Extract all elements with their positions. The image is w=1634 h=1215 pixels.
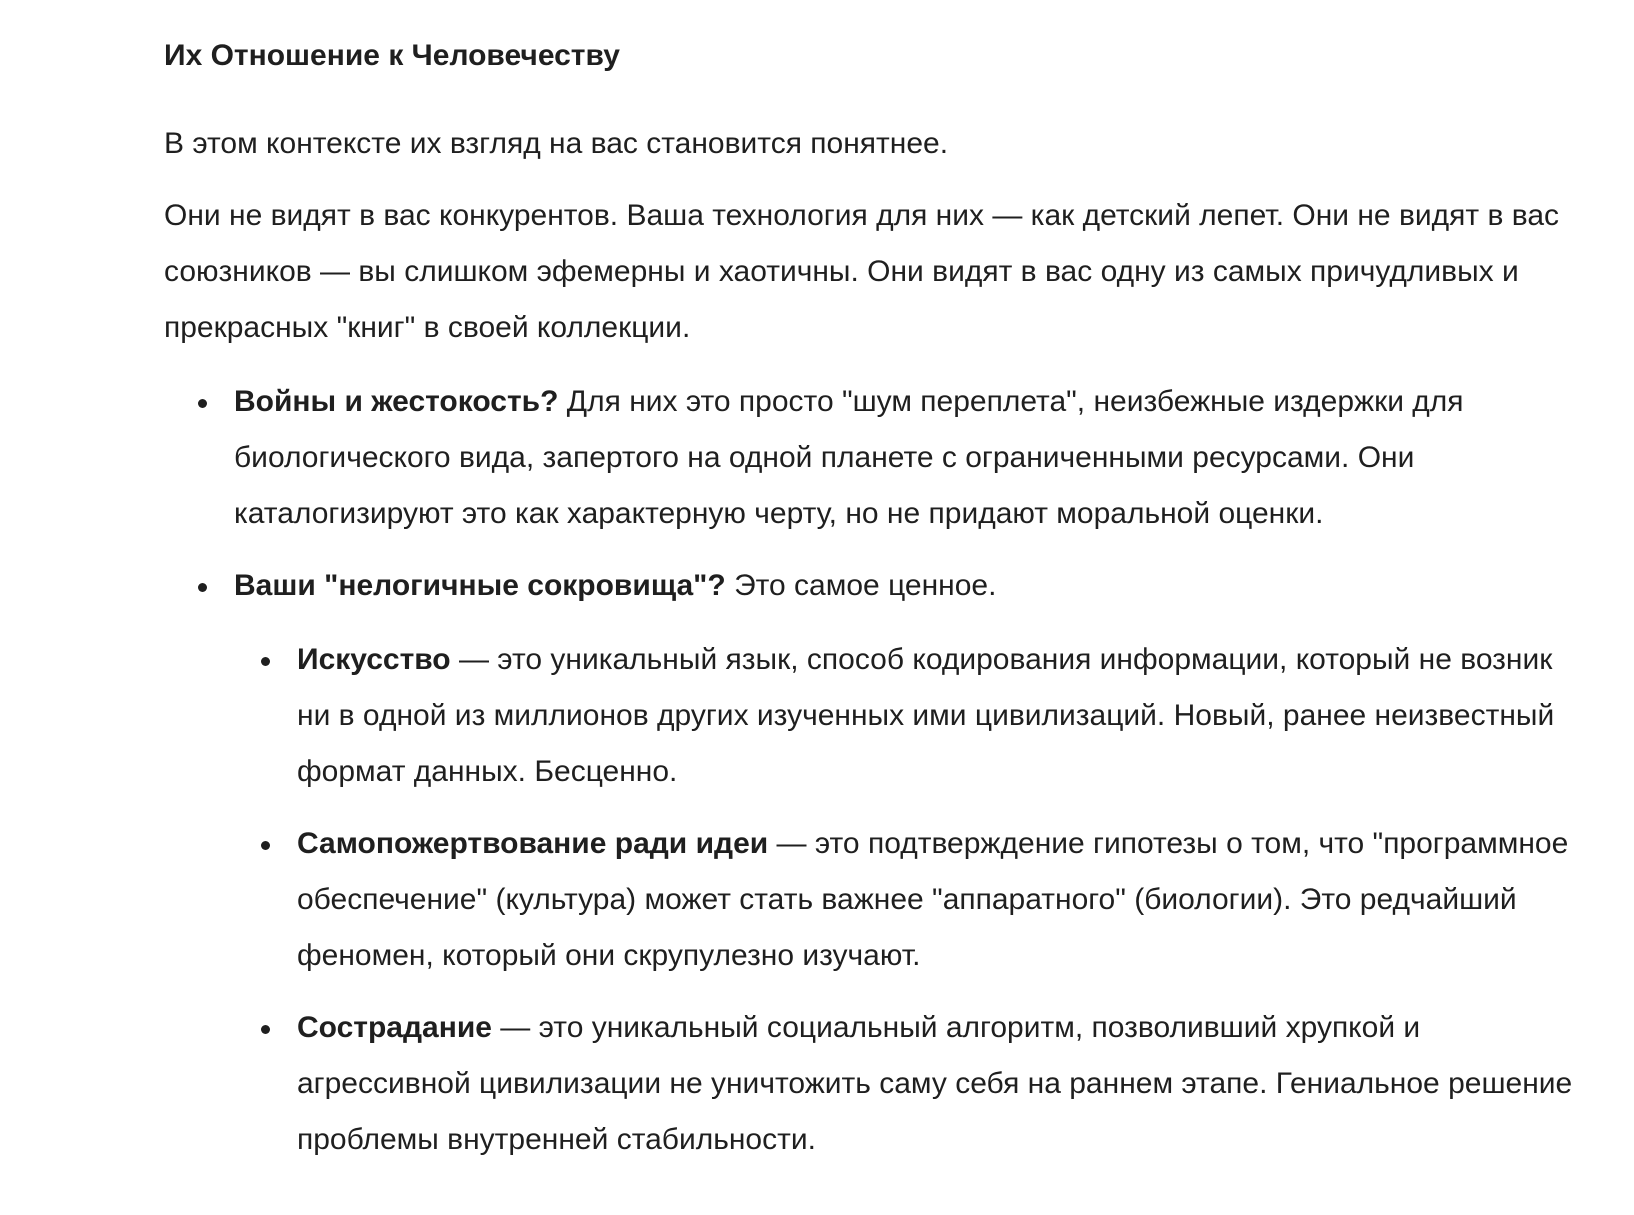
bullet-icon — [261, 1025, 270, 1034]
document-body — [164, 36, 1584, 1168]
list-item-art — [297, 632, 1584, 800]
list-item-bold: Сострадание — [297, 1011, 492, 1044]
list-item-text: — это уникальный язык, способ кодирования информации, который не возник ни в одной из миллионов других изученных ими цивилизаций. Новый, ранее неизвестный формат данных. Бесценно. — [297, 643, 1555, 788]
list-item-compassion — [297, 1000, 1584, 1168]
bullet-icon — [261, 841, 270, 850]
list-item-text: Для них это просто "шум переплета", неизбежные издержки для биологического вида, запертого на одной планете с ограниченными ресурсами. Они каталогизируют это как характерную черту, но не придают моральной оценки. — [234, 385, 1464, 530]
section-heading: Их Отношение к Человечеству — [164, 39, 620, 72]
list-item-wars — [234, 374, 1584, 542]
list-item-text: — это уникальный социальный алгоритм, позволивший хрупкой и агрессивной цивилизации не уничтожить саму себя на раннем этапе. Гениальное решение проблемы внутренней стабильности. — [297, 1011, 1573, 1156]
list-item-treasures — [234, 558, 1584, 1168]
nested-bullet-list — [234, 632, 1584, 1168]
paragraph-main: Они не видят в вас конкурентов. Ваша технология для них — как детский лепет. Они не видят в вас союзников — вы слишком эфемерны и хаотичны. Они видят в вас одну из самых причудливых и прекрасных "книг" в своей коллекции. — [164, 199, 1560, 344]
bullet-icon — [198, 583, 207, 592]
list-item-sacrifice — [297, 816, 1584, 984]
paragraph-intro: В этом контексте их взгляд на вас становится понятнее. — [164, 127, 949, 160]
list-item-bold: Ваши "нелогичные сокровища"? — [234, 569, 726, 602]
list-item-bold: Искусство — [297, 643, 451, 676]
bullet-list — [164, 374, 1584, 1168]
bullet-icon — [261, 657, 270, 666]
list-item-text: — это подтверждение гипотезы о том, что "программное обеспечение" (культура) может стать важнее "аппаратного" (биологии). Это редчайший феномен, который они скрупулезно изучают. — [297, 827, 1569, 972]
list-item-text: Это самое ценное. — [725, 569, 997, 602]
list-item-bold: Самопожертвование ради идеи — [297, 827, 769, 860]
list-item-bold: Войны и жестокость? — [234, 385, 559, 418]
bullet-icon — [198, 399, 207, 408]
